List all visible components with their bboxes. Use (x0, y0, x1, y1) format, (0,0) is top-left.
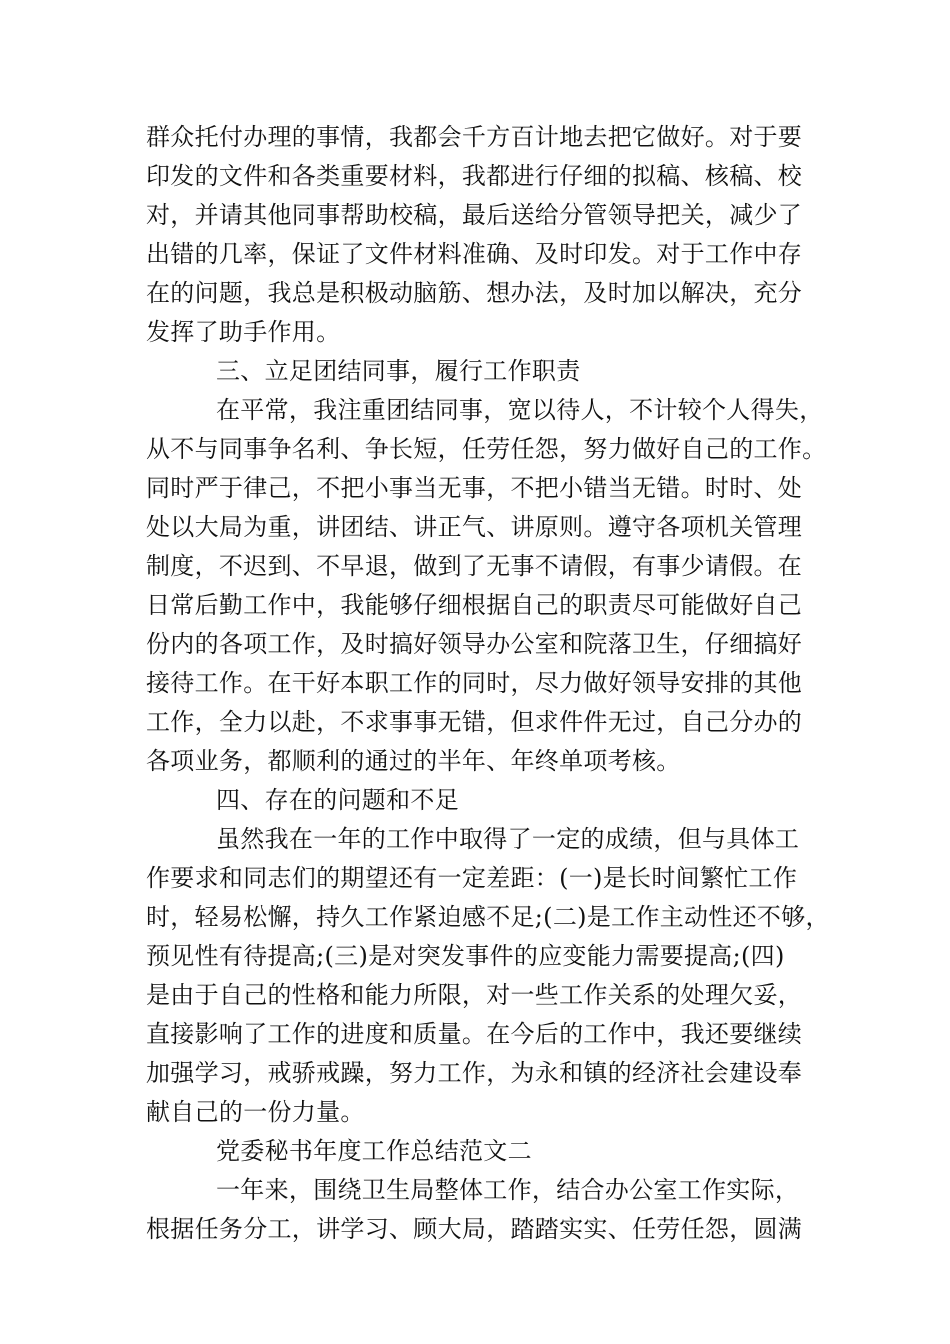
text-line: 印发的文件和各类重要材料，我都进行仔细的拟稿、核稿、校 (146, 162, 803, 190)
text-line: 从不与同事争名利、争长短，任劳任怨，努力做好自己的工作。 (146, 435, 827, 463)
text-line: 群众托付办理的事情，我都会千方百计地去把它做好。对于要 (146, 123, 803, 151)
text-line: 四、存在的问题和不足 (216, 786, 459, 814)
text-line: 对，并请其他同事帮助校稿，最后送给分管领导把关，减少了 (146, 201, 803, 229)
text-line: 出错的几率，保证了文件材料准确、及时印发。对于工作中存 (146, 240, 803, 268)
text-line: 时，轻易松懈，持久工作紧迫感不足;(二)是工作主动性还不够， (146, 903, 830, 931)
text-line: 作要求和同志们的期望还有一定差距：(一)是长时间繁忙工作 (146, 864, 798, 892)
text-line: 在的问题，我总是积极动脑筋、想办法，及时加以解决，充分 (146, 279, 803, 307)
text-line: 预见性有待提高;(三)是对突发事件的应变能力需要提高;(四) (146, 942, 785, 970)
text-line: 三、立足团结同事，履行工作职责 (216, 357, 581, 385)
text-line: 接待工作。在干好本职工作的同时，尽力做好领导安排的其他 (146, 669, 803, 697)
text-line: 各项业务，都顺利的通过的半年、年终单项考核。 (146, 747, 681, 775)
text-line: 份内的各项工作，及时搞好领导办公室和院落卫生，仔细搞好 (146, 630, 803, 658)
text-line: 制度，不迟到、不早退，做到了无事不请假，有事少请假。在 (146, 552, 803, 580)
text-line: 虽然我在一年的工作中取得了一定的成绩，但与具体工 (216, 825, 800, 853)
text-line: 发挥了助手作用。 (146, 318, 341, 346)
text-line: 在平常，我注重团结同事，宽以待人，不计较个人得失， (216, 396, 824, 424)
text-line: 工作，全力以赴，不求事事无错，但求件件无过，自己分办的 (146, 708, 803, 736)
text-line: 根据任务分工，讲学习、顾大局，踏踏实实、任劳任怨，圆满 (146, 1215, 803, 1243)
text-line: 加强学习，戒骄戒躁，努力工作，为永和镇的经济社会建设奉 (146, 1059, 803, 1087)
text-line: 日常后勤工作中，我能够仔细根据自己的职责尽可能做好自己 (146, 591, 803, 619)
text-line: 一年来，围绕卫生局整体工作，结合办公室工作实际， (216, 1176, 800, 1204)
text-line: 是由于自己的性格和能力所限，对一些工作关系的处理欠妥， (146, 981, 803, 1009)
document-body (146, 118, 830, 1249)
text-line: 党委秘书年度工作总结范文二 (216, 1137, 532, 1165)
text-line: 同时严于律己，不把小事当无事，不把小错当无错。时时、处 (146, 474, 803, 502)
text-line: 直接影响了工作的进度和质量。在今后的工作中，我还要继续 (146, 1020, 803, 1048)
text-line: 献自己的一份力量。 (146, 1098, 365, 1126)
text-line: 处以大局为重，讲团结、讲正气、讲原则。遵守各项机关管理 (146, 513, 803, 541)
